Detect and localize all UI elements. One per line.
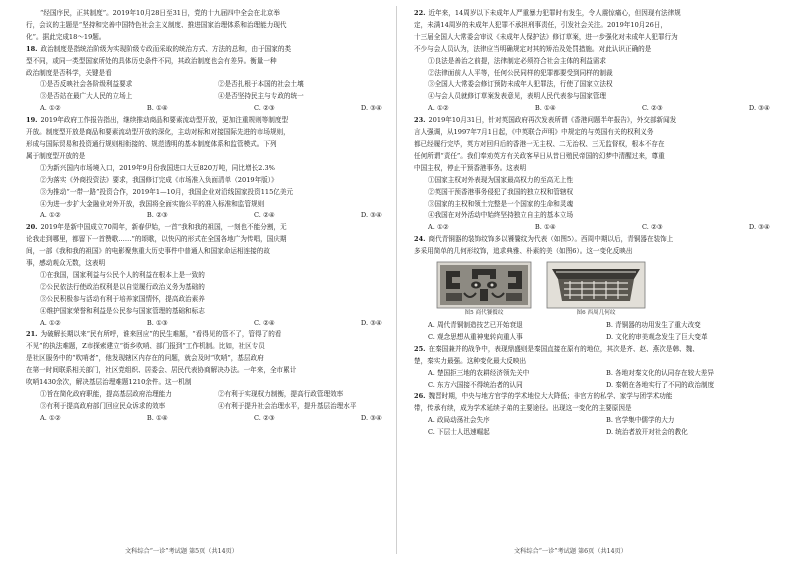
question-stem: 带，传承有续，成为学术延续子弟的主要途径。出现这一变化的主要原因是: [414, 404, 632, 413]
answer-choices: [414, 415, 776, 439]
question-18: [26, 44, 388, 115]
question-26: [414, 391, 776, 439]
figure-caption: 图6 西周几何纹: [576, 310, 616, 317]
answer-choice: A. ①②: [40, 318, 61, 327]
question-number: 22.: [414, 9, 426, 17]
question-stem: 在秦国兼并的战争中，表现鼎盛则是秦国直接在原有的地位，其次是齐、赵、燕次是韩、魏、: [428, 344, 699, 353]
question-stem: 政治制度是否科学，关键是看: [26, 68, 112, 77]
answer-choice: B. 官学集中儒学的大力: [606, 416, 675, 425]
answer-choice: C. ②③: [641, 223, 663, 232]
statement-option: ③全国人大常委会修订预防未成年人犯罪法，行使了国家立法权: [428, 80, 613, 89]
question-19: [26, 115, 388, 222]
question-stem: 中国主权，停止干预香港事务。这表明: [414, 163, 527, 172]
question-stem: 魏晋时期，中央与地方官学的学术地位大大降低；非官方的私学、家学与团学术功能: [428, 392, 673, 401]
question-stem: 不见”的执法难题，Z市探索建立“街乡吹哨、部门报到”工作机制。比如，社区专员: [26, 342, 265, 351]
question-stem: 开放。制度型开放是商品和要素流动型开放的深化，主动对标和对接国际先进的市场规则，: [26, 128, 290, 137]
answer-choices: [414, 103, 776, 115]
question-stem: 言人强调，从1997年7月1日起，《中英联合声明》中规定的与英国有关的权利义务: [414, 128, 654, 137]
question-stem: 型不同，或同一类型国家所处的具体历史条件不同，其政治制度也会有差异。衡量一种: [26, 56, 277, 65]
question-22: [414, 8, 776, 115]
question-stem: 为破解长期以来“民有所呼，谁来回应”的民生难题，“看得见的管不了，管得了的看: [40, 330, 282, 339]
statement-option: ②有利于实现权力制衡，提高行政管理效率: [218, 390, 344, 398]
question-stem: 2019年是新中国成立70周年，新春伊始，一首“我和我的祖国，一刻也不能分割，无: [40, 223, 287, 232]
question-stem: 2019年政府工作报告指出，继续推动商品和要素流动型开放，更加注重规则等制度型: [40, 116, 289, 125]
answer-choice: D. ③④: [360, 104, 382, 113]
answer-choice: A. ①②: [40, 104, 61, 113]
question-20: [26, 222, 388, 329]
question-stem: 多采用简单的几何形纹饰，追求典雅、朴素的美（如图6）。这一变化反映出: [414, 247, 633, 256]
statement-option: ①国家主权对外表现为国家最高权力的至高无上性: [428, 175, 574, 184]
answer-choices: [26, 413, 388, 425]
question-stem: 间，一部《我和我的祖国》的电影聚焦重大历史事件中普通人和国家命运相连接的故: [26, 247, 270, 256]
question-stem: 都已经履行完毕，英方对回归后的香港一无主权、二无治权、三无监督权，根本不存在: [414, 139, 665, 148]
answer-choice: D. ③④: [360, 211, 382, 220]
answer-choices: [26, 103, 388, 115]
question-stem: 定，未满14周岁的未成年人犯罪不承担刑事责任，引发社会关注。2019年10月26日，: [414, 20, 667, 29]
question-stem: 在第一时间联系相关部门，社区党组织、居委会、居民代表协商解决办法。一年来，全市累计: [26, 366, 297, 375]
answer-choice: B. ①④: [534, 104, 556, 113]
statement-option: ④与会人员就修订草案发表意见，表明人民代表参与国家管理: [428, 92, 607, 101]
statement-options: [26, 389, 388, 413]
statement-option: ④维护国家荣誉和利益是公民参与国家管理的基础和标志: [40, 306, 205, 315]
answer-choice: D. 统治者放开对社会的教化: [606, 428, 688, 437]
page-footer: 文科综合“一诊”考试题 第5页（共14页）: [125, 548, 238, 555]
statement-option: ②法律面前人人平等，任何公民同样的犯罪都要受到同样的制裁: [428, 68, 613, 77]
question-stem: 论我走到哪里，都留下一首赞歌……”的颂歌，以快闪的形式在全国各地广为传唱，国庆期: [26, 235, 287, 244]
answer-choice: D. ③④: [360, 318, 382, 327]
answer-choice: A. 楚国拒三地的农耕经济领先关中: [428, 368, 530, 377]
statement-option: ③为推动“一带一路”投资合作，2019年1—10月，我国企业对沿线国家投资115亿美元: [40, 187, 294, 196]
column-divider: [396, 6, 397, 554]
answer-choice: C. 观念思想从重神鬼转向重人事: [428, 332, 523, 341]
question-stem: 事，感动观众无数，这表明: [26, 259, 106, 268]
question-23: [414, 115, 776, 234]
statement-option: ④为进一步扩大金融业对外开放，我国将全面实施公平的准入标准和监管规则: [40, 199, 265, 208]
answer-choice: C. ②③: [253, 104, 275, 113]
question-stem: 属于制度型开放的是: [26, 151, 86, 160]
statement-option: ①良法是善治之前提，法律制定必须符合社会主体的利益需求: [428, 56, 607, 65]
answer-choices: [414, 320, 776, 344]
statement-option: ③是否站在最广大人民的立场上: [40, 92, 133, 101]
answer-choice: A. ①②: [428, 223, 449, 232]
figure-row: [414, 261, 776, 318]
answer-choice: C. ②③: [641, 104, 663, 113]
question-stem: 是社区服务中的“吹哨者”，他发现辖区内存在的问题，就会及时“吹哨”，基层政府: [26, 354, 264, 363]
question-stem: 不少与会人员认为，法律应当明确规定对其的矫治及处罚措施。对此认识正确的是: [414, 44, 652, 53]
question-25: [414, 344, 776, 392]
answer-choice: B. 各地对秦文化的认同存在较大差异: [606, 368, 714, 377]
answer-choice: C. ②④: [253, 318, 275, 327]
figure-6: [546, 261, 646, 318]
answer-choice: B. ②③: [146, 211, 168, 220]
question-number: 19.: [26, 116, 38, 125]
answer-choice: D. 秦朝在各地实行了不同的政治制度: [606, 380, 715, 389]
statement-option: ①旨在简化政府职能，提高基层政府治理能力: [40, 390, 172, 398]
answer-choice: B. ①④: [146, 104, 168, 113]
answer-choice: B. 青铜器的功用发生了重大改变: [606, 321, 701, 330]
question-number: 21.: [26, 330, 38, 339]
right-page-column: [414, 8, 776, 439]
statement-option: ③公民积极参与活动有利于培养家国情怀，提高政治素养: [40, 294, 205, 303]
answer-choice: B. ①④: [534, 223, 556, 232]
statement-option: ②英国干预香港事务侵犯了我国的独立权和管辖权: [428, 187, 574, 196]
statement-option: ①为新兴国内市场境入口，2019年9月份我国进口大豆820万吨，同比增长2.3%: [40, 163, 275, 172]
left-page-column: [26, 8, 388, 425]
answer-choice: C. 下层士人迅速崛起: [428, 428, 490, 437]
answer-choices: [414, 368, 776, 392]
answer-choice: A. 周代青铜制造技艺已开始衰退: [428, 321, 523, 330]
intro-line: 化”。据此完成18～19题。: [26, 32, 106, 41]
answer-choice: B. ①④: [146, 413, 168, 422]
geometric-pattern-image: [546, 261, 646, 309]
statement-option: ④我国在对外活动中始终坚持独立自主的基本立场: [428, 211, 574, 220]
answer-choice: C. ②③: [253, 413, 275, 422]
answer-choice: A. ①②: [428, 104, 449, 113]
answer-choices: [414, 222, 776, 234]
answer-choices: [26, 318, 388, 330]
statement-option: ④有利于提升社会治理水平，提升基层治理水平: [218, 401, 357, 410]
question-number: 23.: [414, 116, 426, 125]
intro-line: 行，会议的主题是“坚持和完善中国特色社会主义制度、推进国家治理体系和治理能力现代: [26, 20, 287, 29]
question-stem: 吹哨1430余次，解决基层治理难题1210余件。这一机制: [26, 378, 192, 387]
answer-choice: D. 文化的审美观念发生了巨大变革: [606, 332, 708, 341]
question-number: 26.: [414, 392, 426, 401]
figure-caption: 图5 商代饕餮纹: [464, 310, 504, 317]
question-number: 24.: [414, 235, 426, 244]
intro-line: “经国序民，正其制度”。2019年10月28日至31日，党的十九届四中全会在北京举: [40, 9, 280, 17]
question-stem: 十三届全国人大常委会审议《未成年人保护法》修订草案，进一步强化对未成年人犯罪行为: [414, 32, 678, 41]
question-number: 25.: [414, 344, 426, 353]
question-stem: 任何所谓“责任”。我们奉劝英方有关政客早日从昔日殖民帝国的幻梦中清醒过来，尊重: [414, 151, 665, 160]
question-21: [26, 329, 388, 424]
question-stem: 商代青铜器的装饰纹饰多以饕餮纹为代表（如图5）。西周中期以后，青铜器在装饰上: [428, 235, 674, 244]
question-stem: 政治制度是指统治阶级为实现阶级专政而采取的统治方式、方法的总和，由于国家的类: [40, 44, 292, 53]
statement-option: ②是否扎根于本国的社会土壤: [218, 80, 304, 89]
intro-paragraph: [26, 8, 388, 44]
statement-option: ①是否反映社会各阶级利益要求: [40, 80, 133, 89]
statement-option: ④是否坚持民主与专政的统一: [218, 92, 304, 101]
answer-choice: C. ②④: [253, 211, 275, 220]
question-24: [414, 234, 776, 344]
statement-option: ③国家的主权和领土完整是一个国家的生命和灵魂: [428, 199, 574, 208]
answer-choices: [26, 210, 388, 222]
statement-option: ②公民依法行使政治权利是以自觉履行政治义务为基础的: [40, 282, 205, 291]
answer-choice: B. ①③: [146, 318, 168, 327]
answer-choice: C. 东方六国接不得统治者的认同: [428, 380, 523, 389]
question-number: 18.: [26, 44, 38, 53]
question-number: 20.: [26, 223, 38, 232]
question-stem: 近年来，14周岁以下未成年人严重暴力犯罪时有发生，令人震惊痛心，但因现有法律规: [428, 9, 681, 17]
answer-choice: A. 政局动荡社会失序: [428, 416, 490, 425]
answer-choice: D. ③④: [360, 413, 382, 422]
question-stem: 楚，秦实力最强。这种变化最大反映出: [414, 356, 527, 365]
taotie-pattern-image: [436, 261, 532, 309]
statement-option: ①在我国，国家利益与公民个人的利益在根本上是一致的: [40, 270, 205, 279]
answer-choice: A. ①②: [40, 413, 61, 422]
question-stem: 形成与国际贸易和投资通行规则相衔接的、规范透明的基本制度体系和监管模式。下列: [26, 139, 277, 148]
answer-choice: D. ③④: [748, 104, 770, 113]
answer-choice: D. ③④: [748, 223, 770, 232]
figure-5: [436, 261, 532, 318]
page-footer: 文科综合“一诊”考试题 第6页（共14页）: [514, 548, 627, 555]
statement-option: ②为落实《外商投资法》要求，我国修订完成《市场准入负面清单（2019年版）》: [40, 175, 278, 184]
statement-options: [26, 79, 388, 103]
question-stem: 2019年10月31日，针对英国政府再次发表所谓《香港问题半年报告》，外交部新闻发: [428, 116, 677, 125]
answer-choice: A. ①②: [40, 211, 61, 220]
statement-option: ③有利于提高政府部门回应民众诉求的效率: [40, 401, 166, 410]
